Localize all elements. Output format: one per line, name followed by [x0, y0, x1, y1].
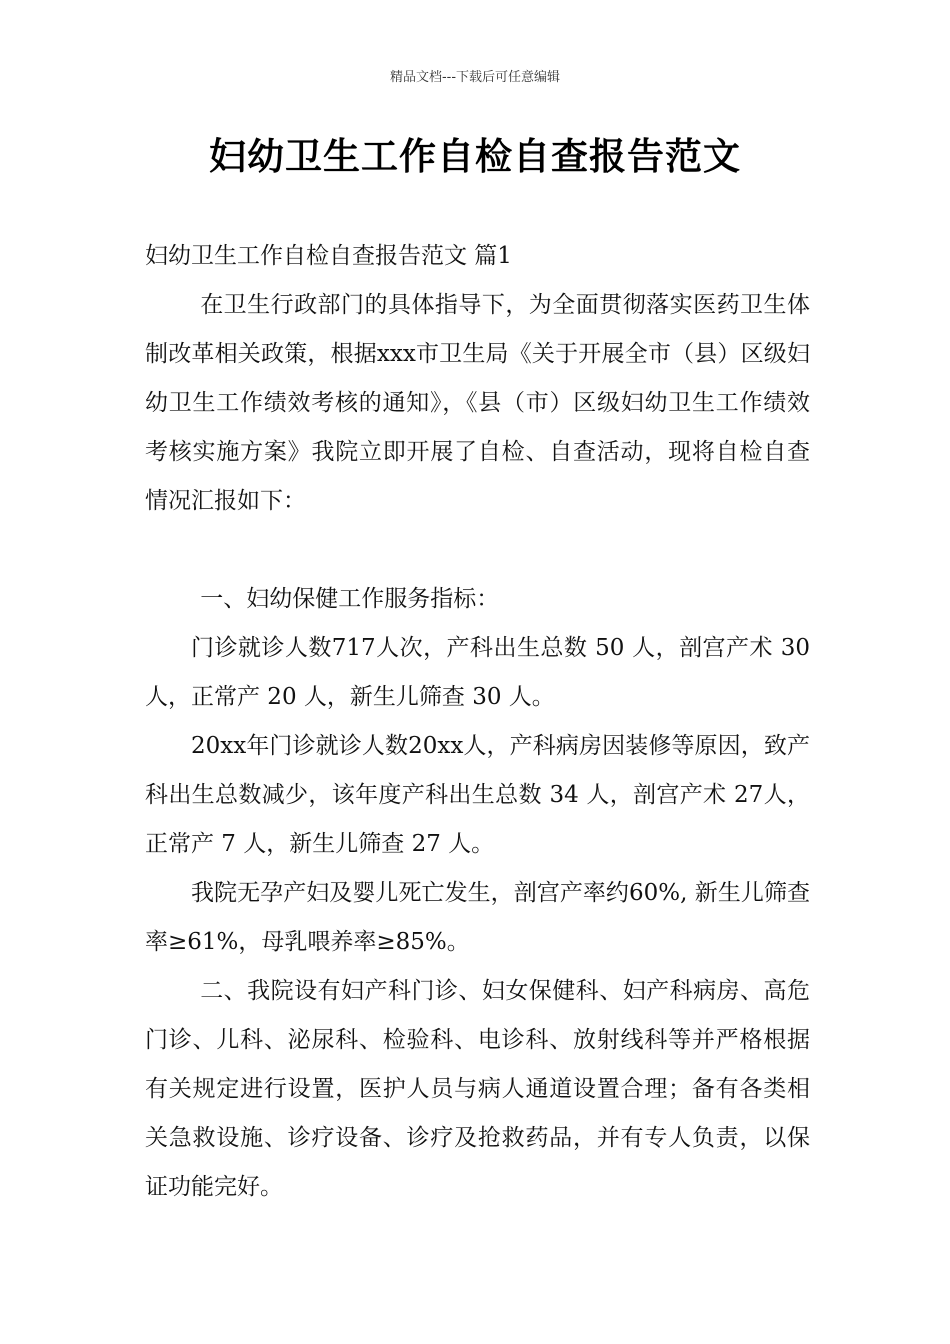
- paragraph-gap: [145, 526, 810, 575]
- document-subtitle: 妇幼卫生工作自检自查报告范文 篇1: [145, 243, 512, 269]
- section2-paragraph: 二、我院设有妇产科门诊、妇女保健科、妇产科病房、高危门诊、儿科、泌尿科、检验科、电诊科、放射线科等并严格根据有关规定进行设置，医护人员与病人通道设置合理；备有各类相关急救设施、诊疗设备、诊疗及抢救药品，并有专人负责，以保证功能完好。: [145, 978, 810, 1200]
- section1-paragraph-2: 20xx年门诊就诊人数20xx人，产科病房因装修等原因，致产科出生总数减少，该年度产科出生总数 34 人，剖宫产术 27人，正常产 7 人，新生儿筛查 27 人。: [145, 733, 810, 857]
- section1-heading: 一、妇幼保健工作服务指标：: [200, 586, 500, 612]
- header-note: 精品文档---下载后可任意编辑: [389, 70, 561, 85]
- section1-paragraph-3: 我院无孕产妇及婴儿死亡发生，剖宫产率约60%, 新生儿筛查率≥61%，母乳喂养率≥85%。: [145, 880, 810, 955]
- intro-paragraph: 在卫生行政部门的具体指导下，为全面贯彻落实医药卫生体制改革相关政策，根据xxx市卫生局《关于开展全市（县）区级妇幼卫生工作绩效考核的通知》，《县（市）区级妇幼卫生工作绩效考核实施方案》我院立即开展了自检、自查活动，现将自检自查情况汇报如下：: [145, 292, 810, 514]
- document-body: [145, 232, 810, 1212]
- document-title: 妇幼卫生工作自检自查报告范文: [209, 135, 741, 178]
- section1-paragraph-1: 门诊就诊人数717人次，产科出生总数 50 人，剖宫产术 30人，正常产 20 人，新生儿筛查 30 人。: [145, 635, 810, 710]
